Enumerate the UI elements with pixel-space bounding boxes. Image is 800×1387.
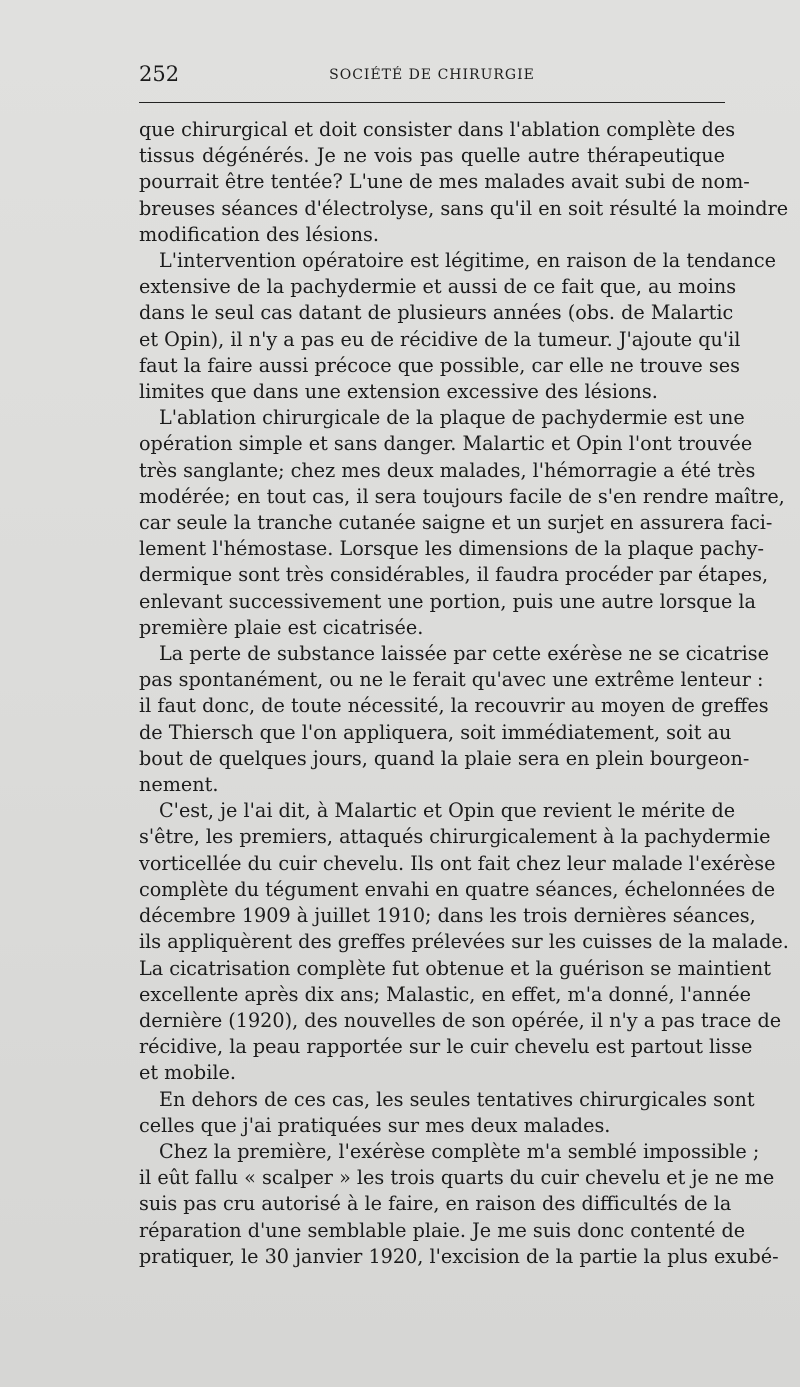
text-line: La cicatrisation complète fut obtenue et la guérison se maintient [139,956,771,980]
paragraph [139,1087,755,1139]
text-line: réparation d'une semblable plaie. Je me suis donc contenté de [139,1218,746,1242]
paragraph [139,248,776,405]
text-line: car seule la tranche cutanée saigne et un surjet en assurera faci- [139,511,773,535]
text-line: nement. [139,773,219,797]
paragraph [139,641,769,798]
text-line: Chez la première, l'exérèse complète m'a semblé impossible ; [159,1139,760,1163]
text-line: enlevant successivement une portion, puis une autre lorsque la [139,589,756,613]
text-line: récidive, la peau rapportée sur le cuir chevelu est partout lisse [139,1035,753,1059]
body-text [139,117,789,1270]
text-line: La perte de substance laissée par cette exérèse ne se cicatrise [159,642,769,666]
text-line: que chirurgical et doit consister dans l'ablation complète des [139,118,736,141]
text-line: et mobile. [139,1061,236,1085]
text-line: L'intervention opératoire est légitime, en raison de la tendance [159,249,776,273]
page-header [139,60,725,90]
text-line: C'est, je l'ai dit, à Malartic et Opin que revient le mérite de [159,799,736,823]
text-line: il eût fallu « scalper » les trois quarts du cuir chevelu et je ne me [139,1166,775,1190]
paragraph [139,117,789,248]
text-line: suis pas cru autorisé à le faire, en raison des difficultés de la [139,1192,732,1216]
text-line: bout de quelques jours, quand la plaie sera en plein bourgeon- [139,746,750,770]
paragraph [139,798,789,1086]
text-line: pourrait être tentée? L'une de mes malades avait subi de nom- [139,170,750,194]
text-line: limites que dans une extension excessive des lésions. [139,380,658,404]
text-line: décembre 1909 à juillet 1910; dans les trois dernières séances, [139,904,756,928]
text-line: celles que j'ai pratiquées sur mes deux malades. [139,1113,611,1137]
text-line: dermique sont très considérables, il faudra procéder par étapes, [139,563,769,587]
text-line: pratiquer, le 30 janvier 1920, l'excision de la partie la plus exubé- [139,1244,779,1268]
text-line: première plaie est cicatrisée. [139,615,424,639]
text-line: pas spontanément, ou ne le ferait qu'avec une extrême lenteur : [139,668,764,692]
text-line: il faut donc, de toute nécessité, la recouvrir au moyen de greffes [139,694,769,718]
text-line: modérée; en tout cas, il sera toujours facile de s'en rendre maître, [139,484,785,508]
text-line: dernière (1920), des nouvelles de son opérée, il n'y a pas trace de [139,1008,782,1032]
paragraph [139,1139,779,1270]
running-title: SOCIÉTÉ DE CHIRURGIE [329,67,535,83]
text-line: lement l'hémostase. Lorsque les dimensions de la plaque pachy- [139,537,764,561]
text-line: très sanglante; chez mes deux malades, l'hémorragie a été très [139,458,756,482]
text-line: opération simple et sans danger. Malartic et Opin l'ont trouvée [139,432,753,456]
text-line: modification des lésions. [139,222,379,246]
paragraph [139,405,785,641]
text-line: faut la faire aussi précoce que possible, car elle ne trouve ses [139,353,740,377]
text-line: L'ablation chirurgicale de la plaque de pachydermie est une [159,406,745,430]
text-line: En dehors de ces cas, les seules tentatives chirurgicales sont [159,1087,755,1111]
text-line: vorticellée du cuir chevelu. Ils ont fait chez leur malade l'exérèse [139,851,776,875]
text-line: et Opin), il n'y a pas eu de récidive de la tumeur. J'ajoute qu'il [139,327,741,351]
text-line: excellente après dix ans; Malastic, en effet, m'a donné, l'année [139,982,751,1006]
text-line: de Thiersch que l'on appliquera, soit immédiatement, soit au [139,720,732,744]
text-line: s'être, les premiers, attaqués chirurgicalement à la pachydermie [139,825,771,849]
text-line: tissus dégénérés. Je ne vois pas quelle autre thérapeutique [139,144,725,168]
text-line: breuses séances d'électrolyse, sans qu'il en soit résulté la moindre [139,196,789,220]
text-line: extensive de la pachydermie et aussi de ce fait que, au moins [139,275,737,299]
text-line: complète du tégument envahi en quatre séances, échelonnées de [139,877,776,901]
page-number: 252 [139,62,180,86]
text-line: ils appliquèrent des greffes prélevées sur les cuisses de la malade. [139,930,789,954]
text-line: dans le seul cas datant de plusieurs années (obs. de Malartic [139,301,734,325]
header-rule [139,102,725,103]
